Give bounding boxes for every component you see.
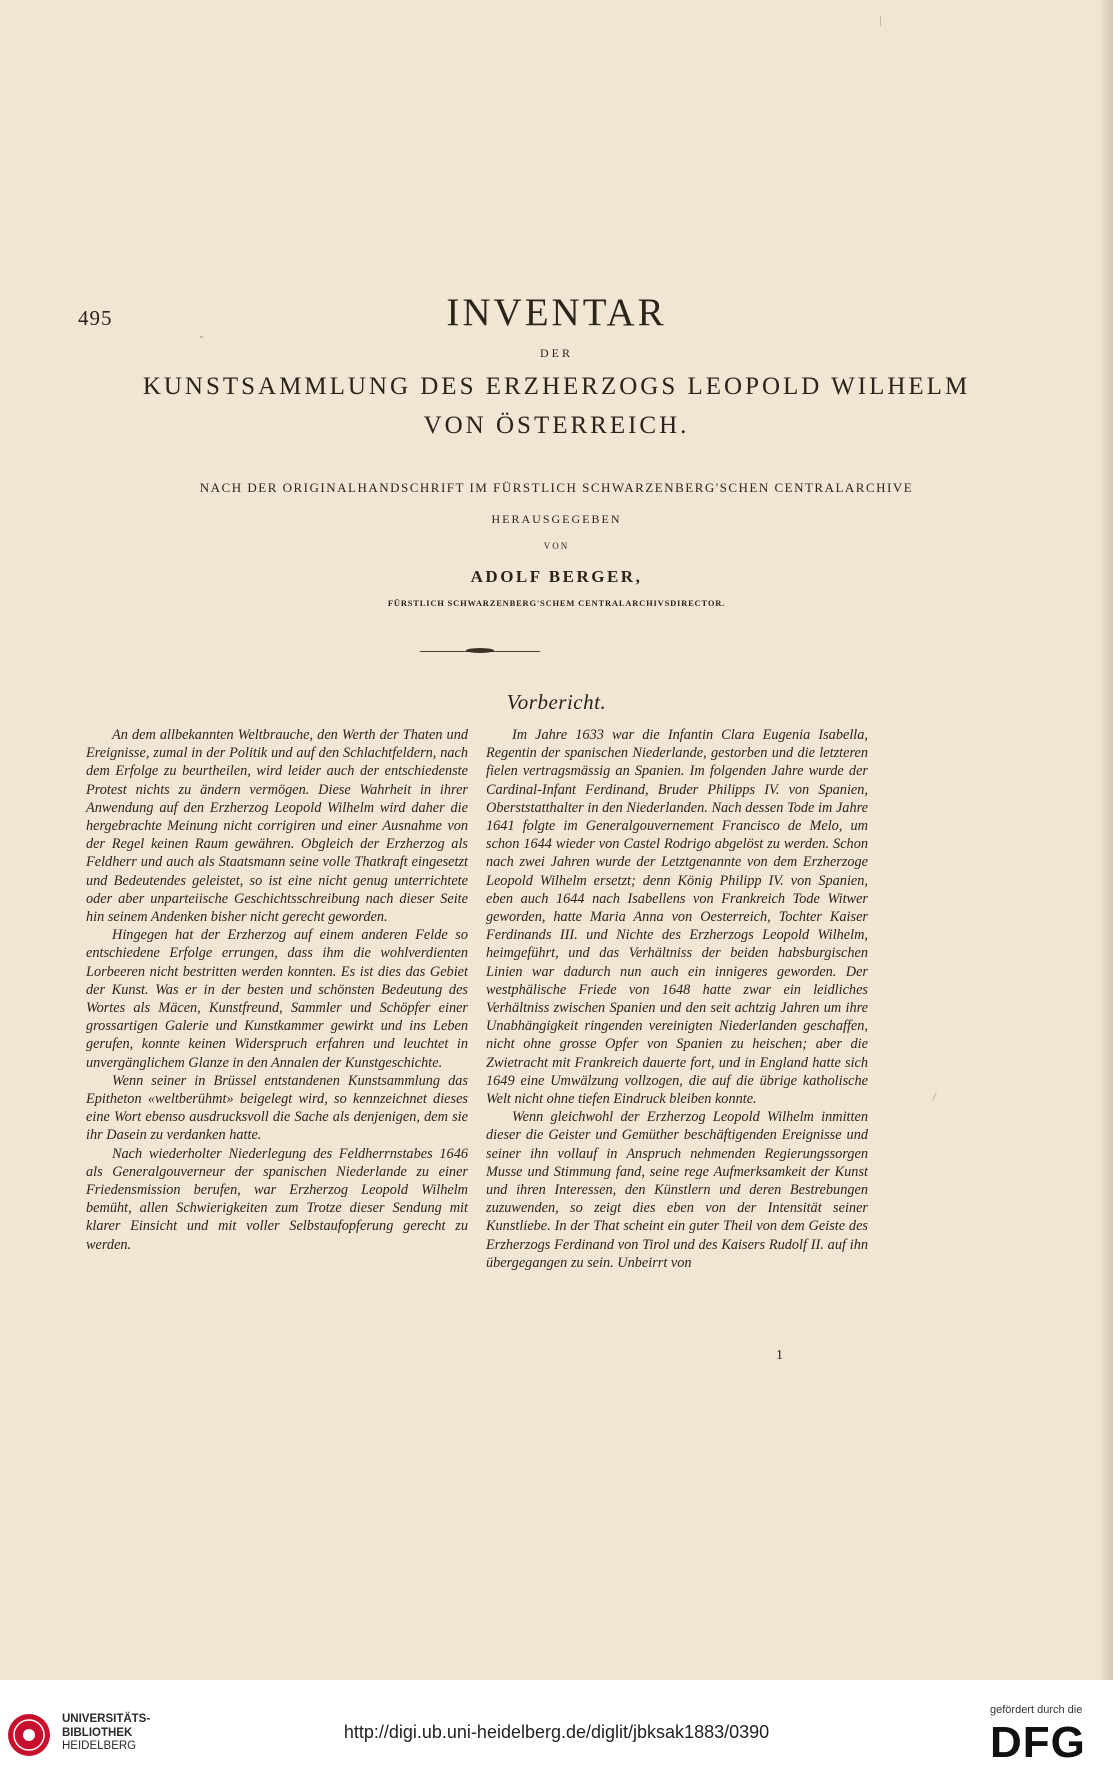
paragraph: Nach wiederholter Niederlegung des Feldherrnstabes 1646 als Generalgouverneur der spanischen Niederlande zu einer Friedensmission berufen, war Erzherzog Leopold Wilhelm bemüht, allen Schwierigkeiten zum Trotze dieser Sendung mit klarer Einsicht und mit voller Selbstaufopferung gerecht zu werden. [86,1145,468,1253]
left-column [86,726,468,1254]
pencil-mark [932,1092,937,1101]
subtitle-line-1: KUNSTSAMMLUNG DES ERZHERZOGS LEOPOLD WILHELM [142,373,971,400]
editor-line: HERAUSGEGEBEN [491,512,622,526]
subtitle-line-2: VON ÖSTERREICH. [423,412,690,439]
library-line-2: BIBLIOTHEK [62,1726,133,1739]
paragraph: Wenn seiner in Brüssel entstandenen Kunstsammlung das Epitheton «weltberühmt» beigelegt wird, so kennzeichnet dieses eine Wort ebenso ausdrucksvoll die Sache als denjenigen, dem sie ihr Dasein zu verdanken hatte. [86,1072,468,1144]
author-name: ADOLF BERGER, [470,567,643,586]
pencil-mark [200,336,203,338]
section-heading: Vorbericht. [506,690,607,714]
source-url-link[interactable]: http://digi.ub.uni-heidelberg.de/diglit/jbksak1883/0390 [343,1722,770,1742]
library-line-1: UNIVERSITÄTS- [62,1713,151,1725]
paragraph: Im Jahre 1633 war die Infantin Clara Eugenia Isabella, Regentin der spanischen Niederlande, gestorben und die letzteren fielen vertragsmässig an Spanien. Im folgenden Jahre wurde der Cardinal-Infant Ferdinand, Bruder Philipps IV. von Spanien, Oberststatthalter in den Niederlanden. Nach dessen Tode im Jahre 1641 folgte im Generalgouvernement Francisco de Melo, um schon 1644 wieder von Castel Rodrigo abgelöst zu werden. Schon nach zwei Jahren wurde der Letztgenannte von dem Erzherzoge Leopold Wilhelm ersetzt; denn König Philipp IV. von Spanien, eben auch 1644 nach Isabellens von Frankreich Tode Witwer geworden, hatte Maria Anna von Oesterreich, Tochter Kaiser Ferdinands III. und Nichte des Erzherzogs Leopold Wilhelm, heimgeführt, und das Verhältniss der beiden habsburgischen Linien war dadurch nun auch ein innigeres geworden. Der westphälische Friede von 1648 hatte zwar ein leidliches Verhältniss zwischen Spanien und den seit achtzig Jahren um ihre Unabhängigkeit ringenden vereinigten Niederlanden geschaffen, nicht ohne grosse Opfer von Spanien zu heischen; aber die Zwietracht mit Frankreich dauerte fort, und in England hatte sich 1649 eine Umwälzung vollzogen, die auf die übrige katholische Welt nicht ohne tiefen Eindruck bleiben konnte. [486,727,868,1108]
signature-mark: 1 [776,1348,783,1363]
right-column [486,726,868,1272]
page-edge-shadow [1099,0,1113,1680]
library-line-3: HEIDELBERG [62,1740,137,1752]
funded-by-label: gefördert durch die [990,1704,1083,1716]
page-title: INVENTAR [446,291,667,334]
von-line: VON [543,541,570,551]
page-number-top: 495 [78,306,113,330]
dfg-logo: DFG [990,1718,1086,1767]
rule-ornament [466,648,494,653]
title-article: DER [540,346,573,360]
paragraph: Hingegen hat der Erzherzog auf einem anderen Felde so entschiedene Erfolge errungen, dass ihm die wohlverdienten Lorbeeren nicht bestritten werden konnten. Es ist dies das Gebiet der Kunst. Was er in der besten und schönsten Bedeutung des Wortes als Mäcen, Kunstfreund, Sammler und Schöpfer einer grossartigen Galerie und Kunstkammer gewirkt und ins Leben gerufen, konnte keinen Widerspruch erfahren und leuchtet in unvergänglichem Glanze in den Annalen der Kunstgeschichte. [86,927,468,1071]
pencil-mark [880,16,881,26]
paragraph: An dem allbekannten Weltbrauche, den Werth der Thaten und Ereignisse, zumal in der Politik und auf den Schlachtfeldern, nach dem Erfolge zu beurtheilen, wird leider auch der entschiedenste Protest nichts zu ändern vermögen. Diese Wahrheit in ihrer Anwendung auf den Erzherzog Leopold Wilhelm wird daher die hergebrachte Meinung nicht corrigiren und einer Ausnahme von der Regel keinen Raum gewähren. Obgleich der Erzherzog als Feldherr und auch als Staatsmann seine volle Thatkraft eingesetzt und Bedeutendes geleistet, so ist eine nicht genug unterrichtete oder aber unparteiische Geschichtsschreibung nach dieser Seite hin seinem Andenken bisher nicht gerecht geworden. [86,727,468,926]
source-line: NACH DER ORIGINALHANDSCHRIFT IM FÜRSTLICH SCHWARZENBERG'SCHEN CENTRALARCHIVE [199,480,914,495]
paragraph: Wenn gleichwohl der Erzherzog Leopold Wilhelm inmitten dieser die Geister und Gemüther beschäftigenden Ereignisse und seiner ihn vollauf in Anspruch nehmenden Regierungssorgen Musse und Stimmung fand, seine rege Aufmerksamkeit der Kunst und ihren Interessen, den Künstlern und deren Bestrebungen zuzuwenden, so zeigt dies eben von der Intensität seiner Kunstliebe. In der That scheint ein guter Theil von dem Geiste des Erzherzogs Ferdinand von Tirol und des Kaisers Rudolf II. auf ihn übergegangen zu sein. Unbeirrt von [486,1109,868,1271]
author-role: FÜRSTLICH SCHWARZENBERG'SCHEM CENTRALARCHIVSDIRECTOR. [387,598,726,608]
